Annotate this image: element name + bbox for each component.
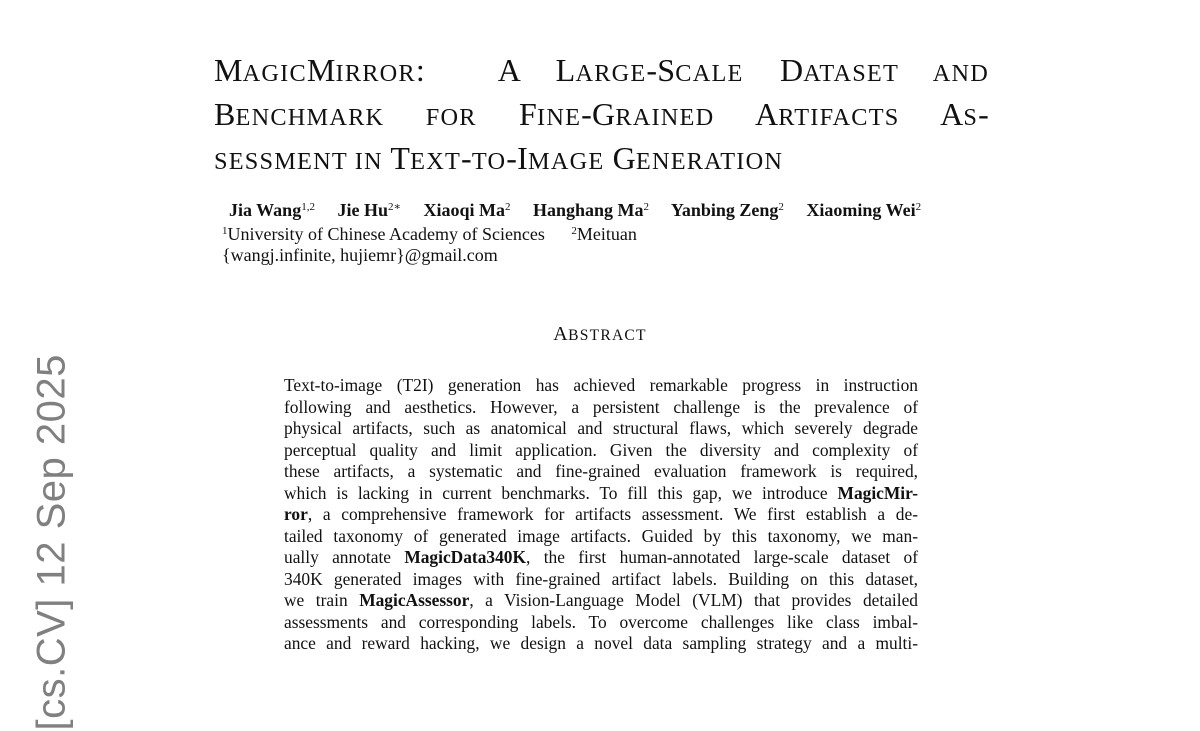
abstract-line: assessments and corresponding labels. To overcome challenges like class imbal- [284, 611, 918, 632]
abstract-line: these artifacts, a systematic and fine-grained evaluation framework is required, [284, 461, 918, 481]
author: Jie $Hu^{2∗}$ [337, 200, 401, 220]
author-email: {wangj.infinite, hujiemr}@gmail.com [222, 245, 498, 265]
author: Hanghang Ma$^2$ [532, 200, 649, 220]
author: Xiaoming Wei$^2$ [806, 200, 922, 220]
abstract-line: we train MagicAssessor, a Vision-Language Model (VLM) that provides detailed [284, 590, 919, 610]
bold-term-magicassessor: MagicAssessor [359, 590, 470, 610]
affiliation-1: $^1$University of Chinese Academy of Sciences [222, 224, 545, 244]
abstract-line: Text-to-image (T2I) generation has achieved remarkable progress in instruction [284, 375, 918, 395]
bold-term-magicmirror-cont: ror [284, 504, 308, 524]
affiliations [222, 224, 637, 245]
abstract-line: ance and reward hacking, we design a novel data sampling strategy and a multi- [284, 633, 918, 653]
title-line-1: MAGICMIRROR: A LARGE-SCALE DATASET AND [214, 52, 989, 88]
abstract-line: 340K generated images with fine-grained artifact labels. Building on this dataset, [284, 568, 918, 589]
paper-title [214, 50, 989, 182]
author: Jia Wang$^{1,2}$ [229, 200, 315, 220]
author-list [229, 200, 921, 221]
abstract-heading: ABSTRACT [553, 323, 647, 345]
abstract-line: following and aesthetics. However, a persistent challenge is the prevalence of [284, 396, 918, 417]
bold-term-magicmirror: MagicMir- [837, 482, 918, 503]
abstract-line: physical artifacts, such as anatomical and structural flaws, which severely degrade [284, 418, 918, 438]
author: Xiaoqi Ma$^2$ [423, 200, 511, 220]
title-line-3: SESSMENT IN TEXT-TO-IMAGE GENERATION [214, 140, 784, 176]
title-line-2: BENCHMARK FOR FINE-GRAINED ARTIFACTS AS- [214, 96, 989, 132]
abstract-line: ually annotate MagicData340K, the first human-annotated large-scale dataset of [284, 547, 918, 567]
affiliation-2: $^2$Meituan [571, 224, 637, 244]
bold-term-magicdata340k: MagicData340K [404, 547, 527, 567]
abstract-line: which is lacking in current benchmarks. To fill this gap, we introduce MagicMir- [284, 482, 918, 503]
abstract-line: tailed taxonomy of generated image artifacts. Guided by this taxonomy, we man- [284, 525, 918, 546]
abstract-line: perceptual quality and limit application. Given the diversity and complexity of [284, 439, 918, 460]
abstract-body [284, 375, 918, 655]
arxiv-watermark-text: [cs.CV] 12 Sep 2025 [29, 354, 74, 731]
abstract-line: ror, a comprehensive framework for artifacts assessment. We first establish a de- [284, 504, 918, 524]
author: Yanbing Zeng$^2$ [670, 200, 784, 220]
